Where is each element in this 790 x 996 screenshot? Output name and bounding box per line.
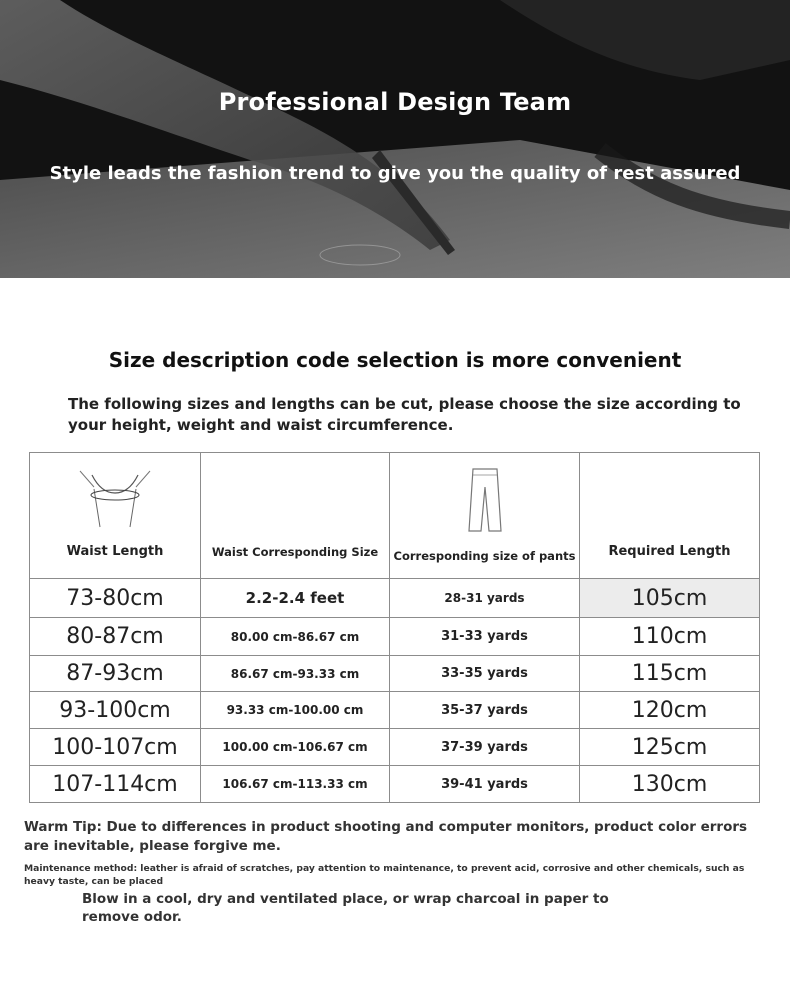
- pants-icon: [390, 467, 579, 537]
- table-row: [30, 618, 760, 656]
- cell-required-length: 120cm: [580, 692, 760, 729]
- cell-pants-size: 33-35 yards: [390, 656, 580, 692]
- waist-measure-icon: [30, 467, 200, 533]
- cell-pants-size: 39-41 yards: [390, 766, 580, 803]
- cell-required-length: 115cm: [580, 656, 760, 692]
- hero-banner: [0, 0, 790, 278]
- intro-text: The following sizes and lengths can be cut, please choose the size according to your height, weight and waist circumference.: [68, 395, 741, 434]
- table-row: [30, 656, 760, 692]
- hero-title: Professional Design Team: [218, 88, 572, 116]
- cell-waist-size: 106.67 cm-113.33 cm: [201, 766, 390, 803]
- hero-subtitle: Style leads the fashion trend to give you the quality of rest assured: [49, 163, 741, 184]
- header-waist-size: [201, 453, 390, 579]
- cell-waist-size: 2.2-2.4 feet: [201, 579, 390, 618]
- cell-waist-length: 100-107cm: [30, 729, 201, 766]
- table-header-row: [30, 453, 760, 579]
- cell-waist-length: 73-80cm: [30, 579, 201, 618]
- cell-required-length: 125cm: [580, 729, 760, 766]
- cell-required-length: 105cm: [580, 579, 760, 618]
- size-table: [29, 452, 760, 803]
- cell-waist-length: 93-100cm: [30, 692, 201, 729]
- header-label: Required Length: [608, 544, 731, 559]
- storage-note: Blow in a cool, dry and ventilated place, or wrap charcoal in paper to remove odor.: [82, 891, 609, 925]
- cell-waist-length: 87-93cm: [30, 656, 201, 692]
- cell-waist-length: 107-114cm: [30, 766, 201, 803]
- cell-pants-size: 31-33 yards: [390, 618, 580, 656]
- table-row: [30, 729, 760, 766]
- table-row: [30, 766, 760, 803]
- cell-waist-size: 86.67 cm-93.33 cm: [201, 656, 390, 692]
- table-row: [30, 579, 760, 618]
- maintenance-note: Maintenance method: leather is afraid of scratches, pay attention to maintenance, to prevent acid, corrosive and other chemicals, such as heavy taste, can be placed: [24, 863, 745, 887]
- header-label: Waist Length: [66, 544, 164, 559]
- cell-waist-length: 80-87cm: [30, 618, 201, 656]
- cell-required-length: 110cm: [580, 618, 760, 656]
- section-title: Size description code selection is more convenient: [108, 348, 682, 372]
- header-required-length: [580, 453, 760, 579]
- header-pants-size: [390, 453, 580, 579]
- cell-waist-size: 100.00 cm-106.67 cm: [201, 729, 390, 766]
- header-label: Corresponding size of pants: [393, 549, 576, 563]
- warm-tip: Warm Tip: Due to differences in product shooting and computer monitors, product color errors are inevitable, please forgive me.: [24, 819, 748, 854]
- cell-waist-size: 80.00 cm-86.67 cm: [201, 618, 390, 656]
- cell-pants-size: 28-31 yards: [390, 579, 580, 618]
- cell-pants-size: 35-37 yards: [390, 692, 580, 729]
- header-waist-length: [30, 453, 201, 579]
- cell-required-length: 130cm: [580, 766, 760, 803]
- header-label: Waist Corresponding Size: [211, 545, 379, 559]
- designer-hand-photo: [0, 0, 790, 278]
- cell-waist-size: 93.33 cm-100.00 cm: [201, 692, 390, 729]
- cell-pants-size: 37-39 yards: [390, 729, 580, 766]
- table-row: [30, 692, 760, 729]
